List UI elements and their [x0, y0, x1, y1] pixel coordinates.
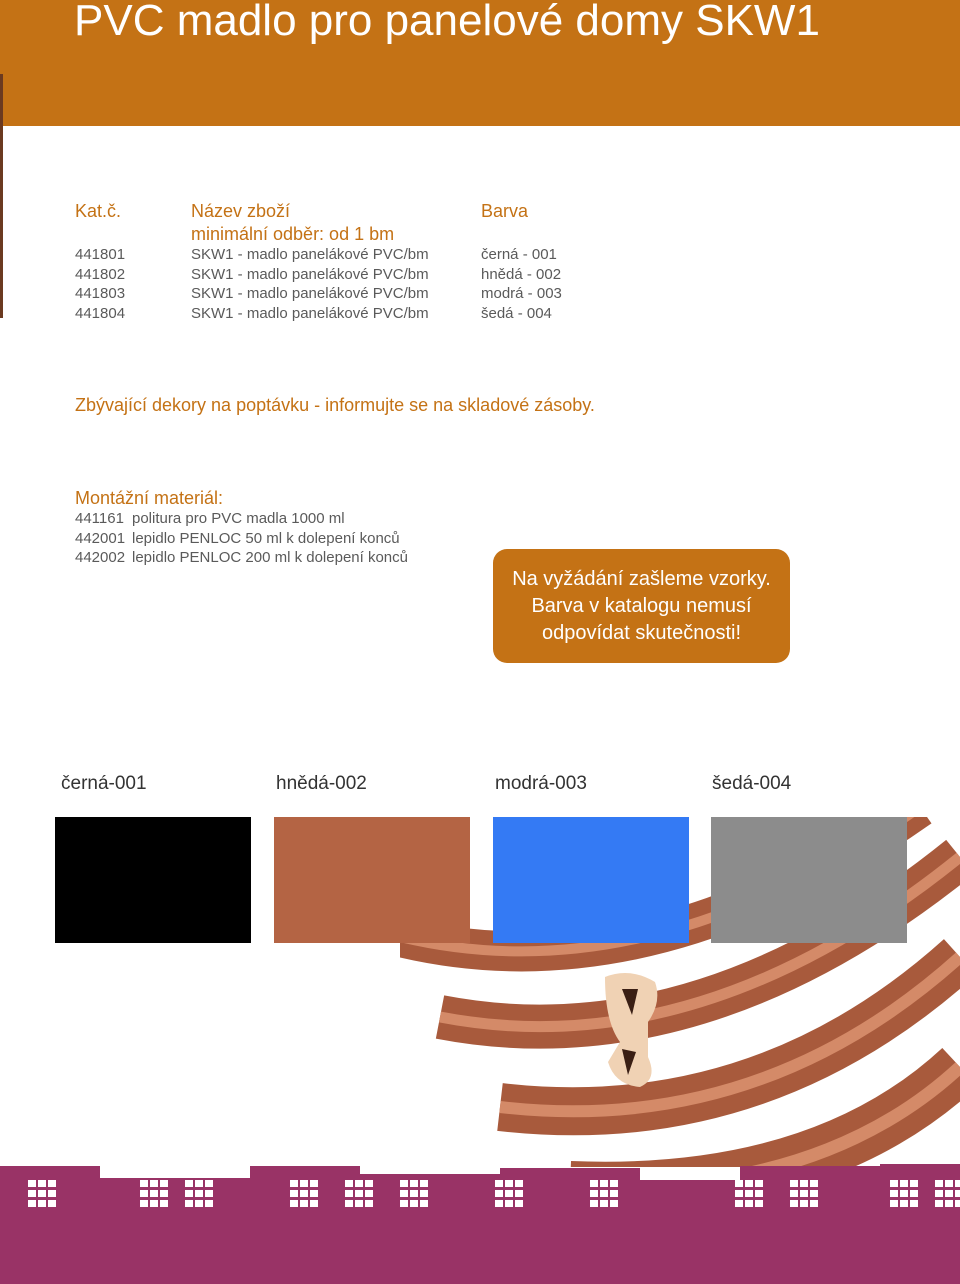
- skyline-window: [495, 1180, 503, 1187]
- sample-callout: [493, 549, 790, 663]
- skyline-window: [735, 1200, 743, 1207]
- skyline-window: [345, 1200, 353, 1207]
- skyline-window: [140, 1190, 148, 1197]
- skyline-window: [290, 1200, 298, 1207]
- row-name: SKW1 - madlo panelákové PVC/bm: [191, 246, 429, 263]
- skyline-window: [160, 1180, 168, 1187]
- skyline-window: [935, 1180, 943, 1187]
- skyline-window: [290, 1190, 298, 1197]
- skyline-window: [355, 1200, 363, 1207]
- row-code: 441802: [75, 266, 126, 283]
- skyline-window: [745, 1180, 753, 1187]
- skyline-window: [900, 1180, 908, 1187]
- skyline-window: [515, 1190, 523, 1197]
- skyline-window: [195, 1200, 203, 1207]
- skyline-window: [945, 1180, 953, 1187]
- skyline-window: [150, 1200, 158, 1207]
- skyline-window: [945, 1190, 953, 1197]
- mounting-code: 442001: [75, 530, 126, 547]
- row-color: šedá - 004: [481, 305, 552, 322]
- mounting-title: Montážní materiál:: [75, 488, 224, 508]
- skyline-window: [755, 1190, 763, 1197]
- skyline-window: [290, 1180, 298, 1187]
- skyline-window: [400, 1180, 408, 1187]
- skyline-window: [910, 1190, 918, 1197]
- skyline-window: [955, 1200, 960, 1207]
- skyline-window: [48, 1180, 56, 1187]
- swatch-blue: [493, 817, 689, 943]
- skyline-window: [345, 1180, 353, 1187]
- skyline-window: [600, 1190, 608, 1197]
- mounting-code: 441161: [75, 510, 124, 527]
- swatch-label-blue: modrá-003: [495, 773, 587, 794]
- skyline-window: [495, 1200, 503, 1207]
- skyline-window: [505, 1200, 513, 1207]
- col-header-color: Barva: [481, 201, 529, 221]
- skyline-window: [505, 1190, 513, 1197]
- skyline-window: [745, 1200, 753, 1207]
- skyline-window: [955, 1180, 960, 1187]
- header-banner: [0, 0, 960, 126]
- skyline-window: [495, 1190, 503, 1197]
- skyline-window: [420, 1200, 428, 1207]
- swatch-brown: [274, 817, 470, 943]
- skyline-window: [160, 1200, 168, 1207]
- skyline-window: [810, 1180, 818, 1187]
- skyline-window: [910, 1200, 918, 1207]
- skyline-window: [205, 1190, 213, 1197]
- swatch-label-brown: hnědá-002: [276, 773, 367, 794]
- skyline-window: [300, 1180, 308, 1187]
- skyline-window: [610, 1200, 618, 1207]
- skyline-window: [890, 1200, 898, 1207]
- skyline-window: [310, 1190, 318, 1197]
- row-name: SKW1 - madlo panelákové PVC/bm: [191, 305, 429, 322]
- row-code: 441803: [75, 285, 126, 302]
- skyline-window: [185, 1200, 193, 1207]
- row-color: hnědá - 002: [481, 266, 562, 283]
- skyline-window: [515, 1200, 523, 1207]
- callout-line: odpovídat skutečnosti!: [541, 622, 741, 644]
- skyline-window: [160, 1190, 168, 1197]
- skyline-window: [365, 1200, 373, 1207]
- skyline-window: [355, 1180, 363, 1187]
- skyline-window: [28, 1200, 36, 1207]
- skyline-window: [355, 1190, 363, 1197]
- mounting-code: 442002: [75, 549, 126, 566]
- skyline-window: [410, 1180, 418, 1187]
- skyline-window: [48, 1190, 56, 1197]
- availability-note: Zbývající dekory na poptávku - informujte se na skladové zásoby.: [75, 395, 595, 415]
- skyline-footer: [0, 1160, 960, 1284]
- skyline-window: [890, 1190, 898, 1197]
- skyline-window: [365, 1190, 373, 1197]
- page-title: PVC madlo pro panelové domy SKW1: [74, 0, 820, 45]
- skyline-window: [300, 1190, 308, 1197]
- skyline-window: [800, 1180, 808, 1187]
- skyline-window: [310, 1180, 318, 1187]
- skyline-window: [810, 1200, 818, 1207]
- skyline-window: [935, 1200, 943, 1207]
- skyline-window: [890, 1180, 898, 1187]
- skyline-window: [310, 1200, 318, 1207]
- skyline-window: [48, 1200, 56, 1207]
- skyline-window: [410, 1200, 418, 1207]
- skyline-window: [400, 1200, 408, 1207]
- skyline-window: [38, 1180, 46, 1187]
- skyline-window: [800, 1200, 808, 1207]
- skyline-window: [150, 1180, 158, 1187]
- skyline-window: [195, 1180, 203, 1187]
- skyline-window: [900, 1190, 908, 1197]
- skyline-window: [38, 1200, 46, 1207]
- skyline-window: [345, 1190, 353, 1197]
- skyline-window: [590, 1180, 598, 1187]
- skyline-window: [900, 1200, 908, 1207]
- row-name: SKW1 - madlo panelákové PVC/bm: [191, 285, 429, 302]
- row-code: 441804: [75, 305, 126, 322]
- callout-line: Na vyžádání zašleme vzorky.: [512, 568, 771, 590]
- skyline-window: [590, 1200, 598, 1207]
- row-color: modrá - 003: [481, 285, 562, 302]
- skyline-window: [420, 1180, 428, 1187]
- skyline-window: [945, 1200, 953, 1207]
- skyline-window: [195, 1190, 203, 1197]
- swatch-black: [55, 817, 251, 943]
- skyline-window: [910, 1180, 918, 1187]
- skyline-window: [800, 1190, 808, 1197]
- skyline-window: [610, 1180, 618, 1187]
- callout-line: Barva v katalogu nemusí: [531, 595, 752, 617]
- swatch-grey: [711, 817, 907, 943]
- skyline-window: [505, 1180, 513, 1187]
- mounting-text: lepidlo PENLOC 50 ml k dolepení konců: [132, 530, 400, 547]
- skyline-window: [790, 1180, 798, 1187]
- skyline-window: [515, 1180, 523, 1187]
- skyline-window: [790, 1190, 798, 1197]
- skyline-window: [300, 1200, 308, 1207]
- skyline-window: [205, 1180, 213, 1187]
- skyline-window: [590, 1190, 598, 1197]
- skyline-window: [745, 1190, 753, 1197]
- row-code: 441801: [75, 246, 126, 263]
- skyline-window: [140, 1180, 148, 1187]
- skyline-window: [735, 1180, 743, 1187]
- skyline-window: [410, 1190, 418, 1197]
- skyline-window: [150, 1190, 158, 1197]
- skyline-window: [420, 1190, 428, 1197]
- skyline-window: [400, 1190, 408, 1197]
- skyline-window: [28, 1180, 36, 1187]
- row-color: černá - 001: [481, 246, 557, 263]
- skyline-window: [205, 1200, 213, 1207]
- mounting-text: politura pro PVC madla 1000 ml: [132, 510, 345, 527]
- skyline-window: [140, 1200, 148, 1207]
- col-header-name: Název zboží: [191, 201, 291, 221]
- skyline-window: [365, 1180, 373, 1187]
- skyline-window: [810, 1190, 818, 1197]
- col-header-code: Kat.č.: [75, 201, 122, 221]
- skyline-window: [735, 1190, 743, 1197]
- skyline-window: [755, 1180, 763, 1187]
- skyline-window: [600, 1180, 608, 1187]
- col-header-name-sub: minimální odběr: od 1 bm: [191, 224, 395, 244]
- swatch-label-grey: šedá-004: [712, 773, 792, 794]
- mounting-text: lepidlo PENLOC 200 ml k dolepení konců: [132, 549, 408, 566]
- skyline-window: [185, 1180, 193, 1187]
- skyline-window: [755, 1200, 763, 1207]
- skyline-window: [790, 1200, 798, 1207]
- row-name: SKW1 - madlo panelákové PVC/bm: [191, 266, 429, 283]
- skyline-window: [610, 1190, 618, 1197]
- left-accent-rule: [0, 74, 3, 318]
- skyline-window: [955, 1190, 960, 1197]
- swatch-label-black: černá-001: [61, 773, 147, 794]
- skyline-window: [28, 1190, 36, 1197]
- skyline-window: [185, 1190, 193, 1197]
- skyline-window: [935, 1190, 943, 1197]
- skyline-window: [600, 1200, 608, 1207]
- skyline-window: [38, 1190, 46, 1197]
